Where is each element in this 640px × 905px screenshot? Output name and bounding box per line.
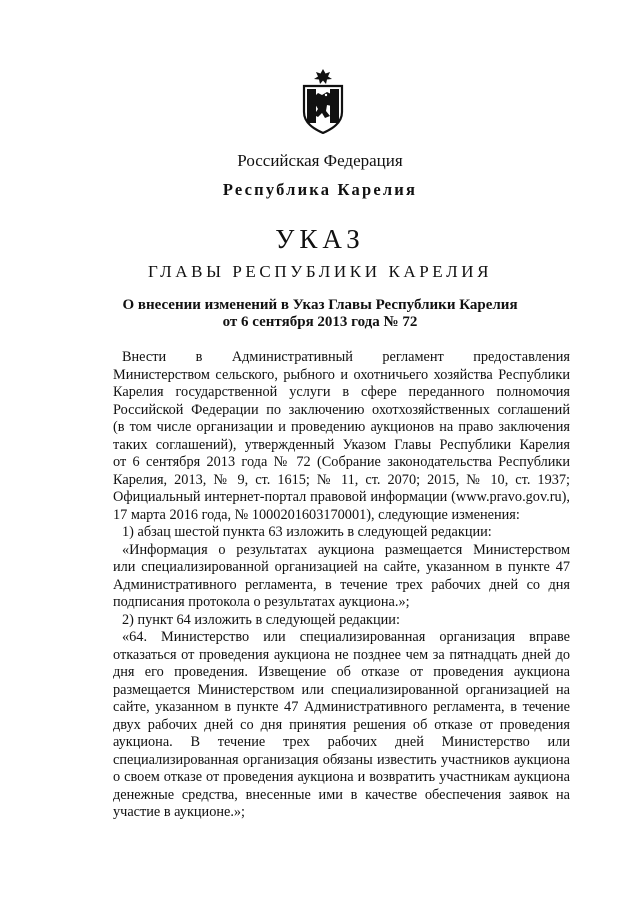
coat-of-arms-icon — [296, 68, 350, 134]
body-line: или специализированной организацией на сайте, указанном в пункте 47 — [113, 559, 570, 575]
body-line: размещается Министерством или специализированной организацией на — [113, 681, 570, 698]
body-line: аукциона. В течение трех рабочих дней Министерство или — [113, 734, 570, 750]
body-line: отказаться от проведения аукциона не позднее чем за пятнадцать дней до — [113, 646, 570, 663]
country-name: Российская Федерация — [237, 151, 403, 170]
body-line: Административного регламента, в течение трех рабочих дней со дня — [113, 576, 570, 593]
body-line: двух рабочих дней со дня принятия решения об отказе от проведения — [113, 716, 570, 733]
body-line: Официальный интернет-портал правовой информации (www.pravo.gov.ru), — [113, 489, 570, 505]
document-subject — [0, 297, 640, 331]
issuer-title: ГЛАВЫ РЕСПУБЛИКИ КАРЕЛИЯ — [147, 262, 493, 281]
subject-line: О внесении изменений в Указ Главы Республики Карелия — [122, 297, 518, 313]
body-line: таких соглашений), утвержденный Указом Главы Республики Карелия — [113, 436, 570, 453]
body-line: (в том числе организации и проведению аукционов на право заключения — [113, 419, 570, 435]
body-line: «Информация о результатах аукциона размещается Министерством — [122, 541, 570, 558]
body-line: 2) пункт 64 изложить в следующей редакции: — [122, 611, 400, 628]
body-line: денежные средства, внесенные ими в качестве обеспечения заявок на — [113, 786, 570, 803]
republic-name: Республика Карелия — [222, 180, 418, 199]
body-line: 17 марта 2016 года, № 1000201603170001), следующие изменения: — [113, 506, 520, 523]
body-line: Карелия государственной услуги в сфере переданного полномочия — [113, 384, 570, 400]
body-line: о своем отказе от проведения аукциона и возвратить участникам аукциона — [113, 769, 570, 785]
body-line: специализированная организация обязаны известить участников аукциона — [113, 751, 570, 768]
body-line: 1) абзац шестой пункта 63 изложить в следующей редакции: — [122, 524, 492, 540]
body-line: участие в аукционе.»; — [113, 804, 246, 820]
body-line: Российской Федерации по заключению охотхозяйственных соглашений — [113, 401, 570, 418]
body-line: Карелия, 2013, № 9, ст. 1615; № 11, ст. 2070; 2015, № 10, ст. 1937; — [113, 471, 570, 488]
body-line: Внести в Административный регламент предоставления — [122, 349, 570, 365]
body-line: от 6 сентября 2013 года № 72 (Собрание законодательства Республики — [113, 454, 570, 470]
body-line: «64. Министерство или специализированная организация вправе — [122, 629, 570, 645]
body-line: дня его проведения. Извещение об отказе от проведения аукциона — [113, 664, 570, 680]
body-line: Министерством сельского, рыбного и охотничьего хозяйства Республики — [113, 366, 570, 383]
body-line: подписания протокола о результатах аукциона.»; — [113, 594, 410, 610]
subject-line: от 6 сентября 2013 года № 72 — [222, 314, 418, 330]
body-line: сайте, указанном в пункте 47 Административного регламента, в течение — [113, 699, 570, 715]
document-type: УКАЗ — [275, 224, 365, 254]
document-body — [113, 349, 570, 822]
